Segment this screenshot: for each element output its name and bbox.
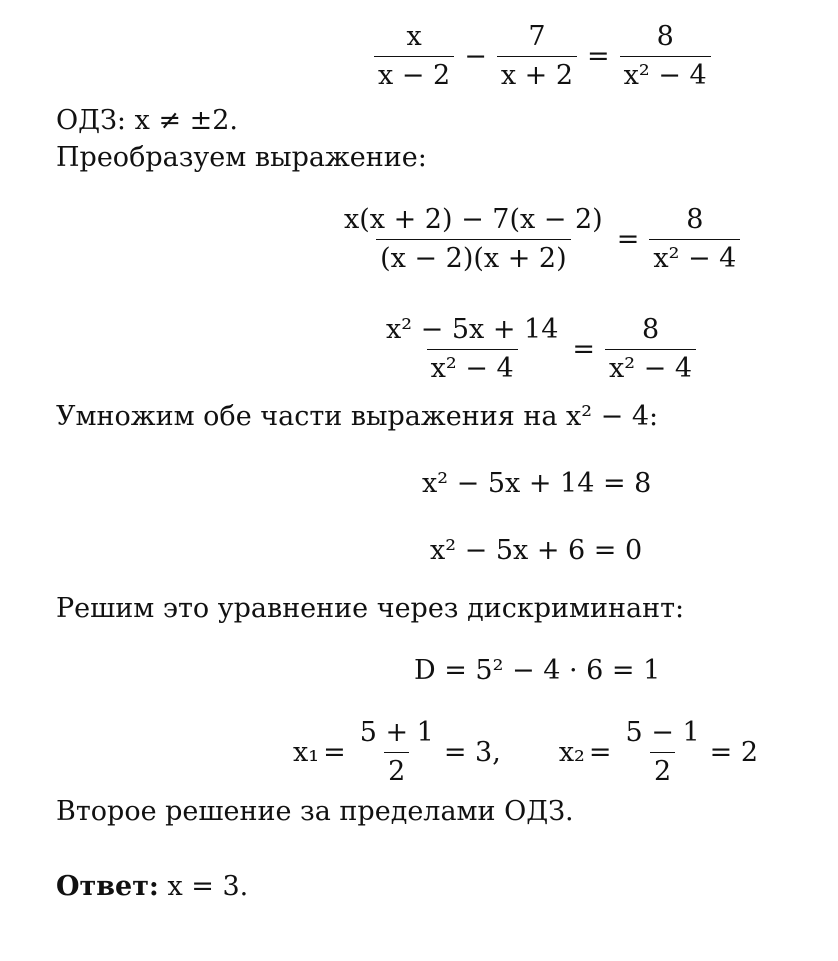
equation-roots xyxy=(293,716,758,789)
operator: = xyxy=(588,737,612,768)
denominator: x² − 4 xyxy=(620,56,711,93)
numerator: 5 − 1 xyxy=(625,717,700,748)
fraction-2 xyxy=(497,20,577,93)
equation-multiplied: x² − 5x + 14 = 8 xyxy=(422,468,652,499)
root-2-label: x₂ xyxy=(558,737,585,768)
operator: − xyxy=(464,41,487,72)
fraction-1 xyxy=(382,313,562,386)
numerator: 5 + 1 xyxy=(359,717,434,748)
answer-line xyxy=(56,872,248,902)
numerator: 7 xyxy=(528,21,546,52)
root-1-fraction xyxy=(356,716,438,789)
answer-value: x = 3. xyxy=(167,871,249,902)
solve-line: Решим это уравнение через дискриминант: xyxy=(56,593,685,624)
fraction-2 xyxy=(649,203,740,276)
operator: = xyxy=(323,737,346,768)
equation-common-denominator xyxy=(334,203,746,276)
operator: = xyxy=(587,41,610,72)
numerator: 8 xyxy=(656,21,674,52)
denominator: x² − 4 xyxy=(649,239,740,276)
numerator: x² − 5x + 14 xyxy=(386,314,559,345)
root-1-result: = 3, xyxy=(443,737,501,768)
denominator: x² − 4 xyxy=(427,349,518,386)
fraction-3 xyxy=(620,20,711,93)
denominator: x² − 4 xyxy=(605,349,696,386)
root-1-label: x₁ xyxy=(293,737,320,768)
numerator: x xyxy=(406,21,422,52)
numerator: 8 xyxy=(641,314,660,345)
equation-original xyxy=(368,20,717,93)
root-2-result: = 2 xyxy=(709,737,759,768)
transform-line: Преобразуем выражение: xyxy=(56,142,427,173)
multiply-line: Умножим обе части выражения на x² − 4: xyxy=(56,401,659,432)
equation-discriminant: D = 5² − 4 · 6 = 1 xyxy=(414,655,661,686)
answer-label: Ответ: xyxy=(56,871,159,902)
root-2-fraction xyxy=(622,716,704,789)
operator: = xyxy=(616,224,640,255)
fraction-1 xyxy=(374,20,454,93)
denominator: x − 2 xyxy=(374,56,454,93)
denominator: 2 xyxy=(650,752,675,789)
second-root-note: Второе решение за пределами ОДЗ. xyxy=(56,796,574,827)
fraction-2 xyxy=(605,313,696,386)
denominator: 2 xyxy=(384,752,409,789)
denominator: x + 2 xyxy=(497,56,577,93)
operator: = xyxy=(572,334,596,365)
fraction-1 xyxy=(340,203,607,276)
equation-simplified xyxy=(376,313,702,386)
numerator: x(x + 2) − 7(x − 2) xyxy=(344,204,603,235)
denominator: (x − 2)(x + 2) xyxy=(376,239,571,276)
equation-quadratic: x² − 5x + 6 = 0 xyxy=(430,535,643,566)
numerator: 8 xyxy=(686,204,704,235)
odz-line: ОДЗ: x ≠ ±2. xyxy=(56,105,238,136)
